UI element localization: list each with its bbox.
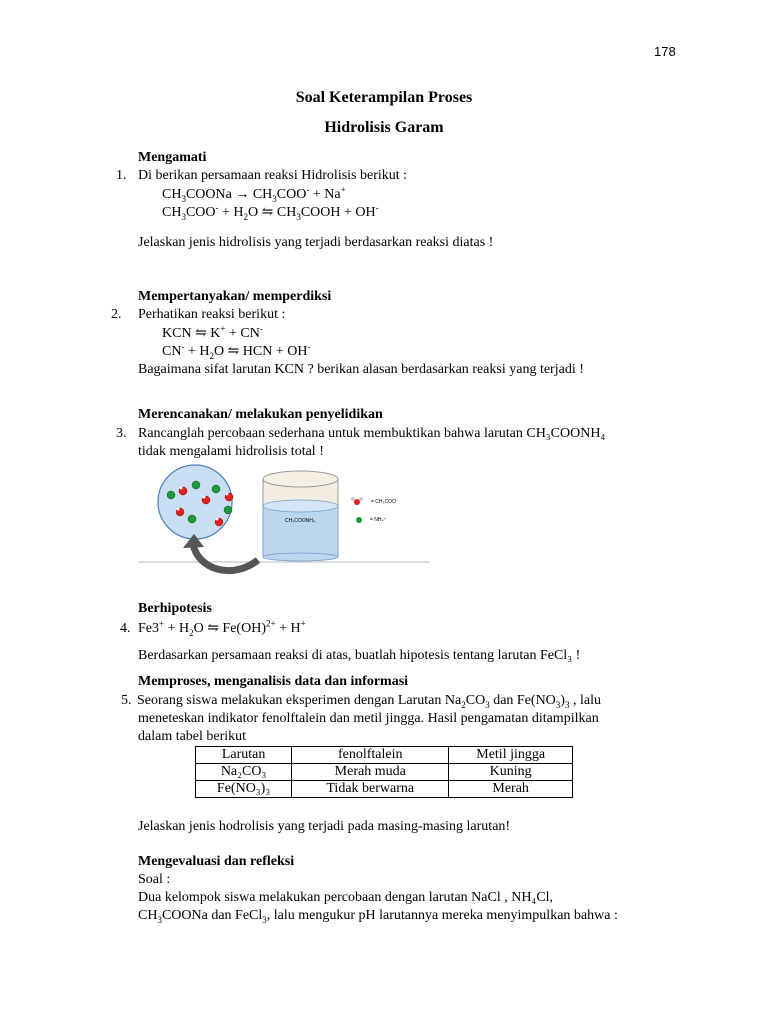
question-5-text: Jelaskan jenis hodrolisis yang terjadi pada masing-masing larutan! [138, 819, 511, 834]
heading-memproses: Memproses, menganalisis data dan informasi [138, 674, 409, 689]
table-row [196, 781, 573, 798]
solution [263, 506, 338, 557]
page-title: Soal Keterampilan Proses [295, 89, 473, 106]
soal-label: Soal : [138, 872, 171, 887]
table-row [196, 764, 573, 781]
question-6-line2: $CH_3COONa$ dan FeCl$_3$, lalu mengukur pH larutannya mereka menyimpulkan bahwa : [138, 908, 618, 925]
heading-mempertanyakan: Mempertanyakan/ memperdiksi [138, 289, 332, 304]
table-cell: Tidak berwarna [292, 781, 449, 798]
question-number-3: 3. [116, 426, 127, 441]
zoom-arrow [193, 544, 258, 571]
legend-red-icon [354, 499, 360, 505]
table-cell: Merah muda [292, 764, 449, 781]
equation-1b: $CH_3COO^- + H_2O$ ⇋ $CH_3COOH + OH^-$ [162, 202, 379, 222]
page-number: 178 [654, 44, 676, 59]
question-3-line1: Rancanglah percobaan sederhana untuk membuktikan bahwa larutan CH₃COONH₄ [138, 426, 606, 441]
nh4-particle [192, 481, 200, 489]
particle-view-circle [158, 465, 232, 539]
beaker-label: CH₃COONH₄ [285, 518, 315, 524]
question-number-1: 1. [116, 168, 127, 183]
solution-surface [263, 500, 338, 512]
equation-4: $Fe3^+ + H_2O$ ⇋ Fe(OH)$^{2+}$ + H+ [138, 618, 306, 638]
table-cell: Na₂CO₃ [196, 764, 292, 781]
question-2-intro: Perhatikan reaksi berikut : [138, 307, 286, 322]
equation-1a: $CH_3COONa \to CH_3COO^- + Na^+$ [162, 184, 346, 204]
question-4-text: Berdasarkan persamaan reaksi di atas, buatlah hipotesis tentang larutan FeCl₃ ! [138, 648, 581, 663]
nh4-particle [224, 506, 232, 514]
equation-2b: $CN^- + H_2O$ ⇋ HCN + OH- [162, 341, 311, 361]
page-subtitle: Hidrolisis Garam [324, 119, 444, 136]
equation-2a: KCN ⇋ K+ + CN- [162, 323, 263, 341]
nh4-particle [212, 485, 220, 493]
table-cell: Kuning [449, 764, 573, 781]
observation-table [195, 746, 573, 798]
nh4-particle [167, 491, 175, 499]
heading-merencanakan: Merencanakan/ melakukan penyelidikan [138, 407, 383, 422]
legend-red-icon-part [351, 497, 355, 501]
question-number-2: 2. [111, 307, 122, 322]
question-2-text: Bagaimana sifat larutan KCN ? berikan alasan berdasarkan reaksi yang terjadi ! [138, 362, 584, 377]
legend-nh4: = NH₄⁺ [370, 517, 387, 523]
legend-ch3coo: = CH₃COO⁻ [371, 499, 399, 505]
table-header: Larutan [196, 747, 292, 764]
question-number-4: 4. [120, 621, 131, 636]
question-1-intro: Di berikan persamaan reaksi Hidrolisis berikut : [138, 168, 408, 183]
question-5-line3: dalam tabel berikut [138, 729, 247, 744]
question-6-line1: Dua kelompok siswa melakukan percobaan dengan larutan NaCl , NH₄Cl, [138, 890, 554, 905]
beaker-rim [263, 471, 338, 487]
beaker-bottom [263, 553, 338, 561]
question-5-line1: Seorang siswa melakukan eksperimen dengan Larutan $Na_2CO_3$ dan $Fe(NO_3)_3$ , lalu [137, 693, 601, 710]
question-5-line2: meneteskan indikator fenolftalein dan metil jingga. Hasil pengamatan ditampilkan [138, 711, 599, 726]
question-number-5: 5. [121, 693, 132, 708]
question-1-text: Jelaskan jenis hidrolisis yang terjadi berdasarkan reaksi diatas ! [138, 235, 494, 250]
question-3-line2: tidak mengalami hidrolisis total ! [138, 444, 324, 459]
heading-berhipotesis: Berhipotesis [138, 601, 212, 616]
nh4-particle [188, 515, 196, 523]
legend-green-icon [356, 517, 362, 523]
table-cell: Fe(NO₃)₃ [196, 781, 292, 798]
heading-mengamati: Mengamati [138, 150, 207, 165]
table-header: Metil jingga [449, 747, 573, 764]
heading-mengevaluasi: Mengevaluasi dan refleksi [138, 854, 295, 869]
table-header-row [196, 747, 573, 764]
legend-red-icon-part [359, 497, 363, 501]
table-header: fenolftalein [292, 747, 449, 764]
table-cell: Merah [449, 781, 573, 798]
